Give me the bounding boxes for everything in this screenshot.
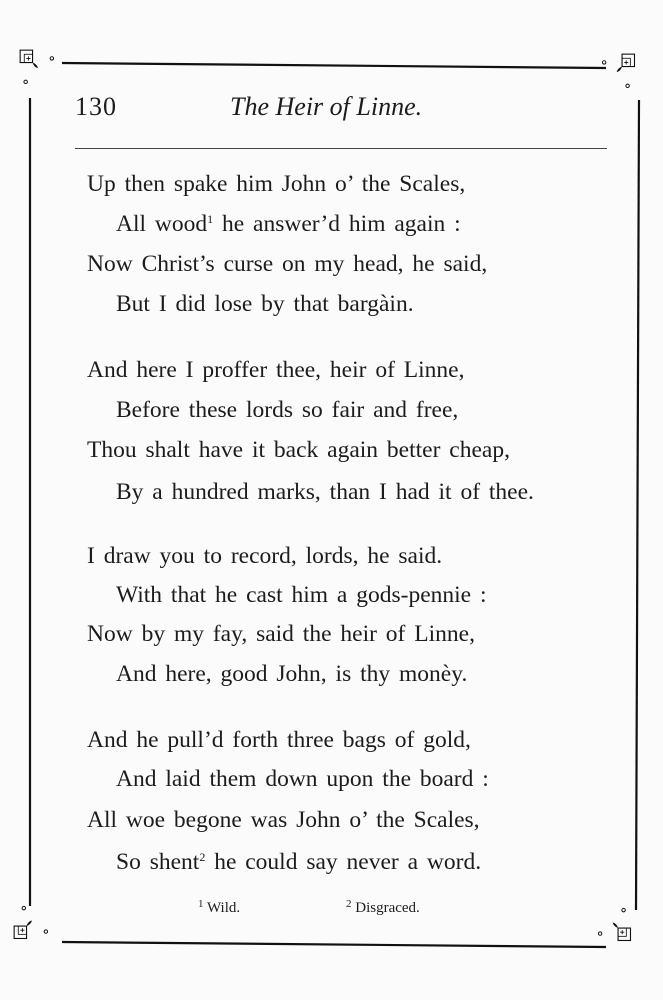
verse-line: Up then spake him John o’ the Scales, bbox=[87, 171, 466, 197]
footnote-ref: 1 bbox=[207, 212, 214, 226]
verse-line: But I did lose by that bargàin. bbox=[116, 291, 414, 317]
corner-ornament-top-left bbox=[16, 46, 56, 86]
footnote-2: $^2$ Disgraced. bbox=[346, 898, 420, 916]
verse-line: All woe begone was John o’ the Scales, bbox=[87, 807, 480, 833]
verse-line: I draw you to record, lords, he said. bbox=[87, 543, 443, 569]
verse-line: Thou shalt have it back again better cheap, bbox=[87, 437, 510, 463]
corner-ornament-bottom-left bbox=[10, 904, 50, 944]
verse-line: Now Christ’s curse on my head, he said, bbox=[87, 251, 488, 277]
verse-line: All wood$^1$ he answer’d him again : bbox=[116, 211, 461, 237]
running-title: The Heir of Linne. bbox=[230, 92, 423, 121]
running-header bbox=[75, 92, 605, 132]
verse-line: And he pull’d forth three bags of gold, bbox=[87, 727, 471, 753]
page-number: 130 bbox=[75, 92, 117, 121]
footnote-ref: 2 bbox=[199, 850, 206, 864]
verse-line: And here I proffer thee, heir of Linne, bbox=[87, 357, 465, 383]
verse-line: With that he cast him a gods-pennie : bbox=[116, 582, 487, 608]
verse-line: Now by my fay, said the heir of Linne, bbox=[87, 621, 475, 647]
verse-line: And here, good John, is thy monèy. bbox=[116, 661, 468, 687]
verse-line: By a hundred marks, than I had it of thee. bbox=[116, 479, 534, 505]
verse-line: And laid them down upon the board : bbox=[116, 766, 489, 792]
footnote-1: $^1$ Wild. bbox=[198, 898, 241, 916]
verse-line: So shent$^2$ he could say never a word. bbox=[116, 849, 482, 875]
corner-ornament-bottom-right bbox=[596, 906, 636, 946]
verse-line: Before these lords so fair and free, bbox=[116, 397, 459, 423]
header-rule bbox=[75, 148, 607, 149]
corner-ornament-top-right bbox=[600, 50, 640, 90]
